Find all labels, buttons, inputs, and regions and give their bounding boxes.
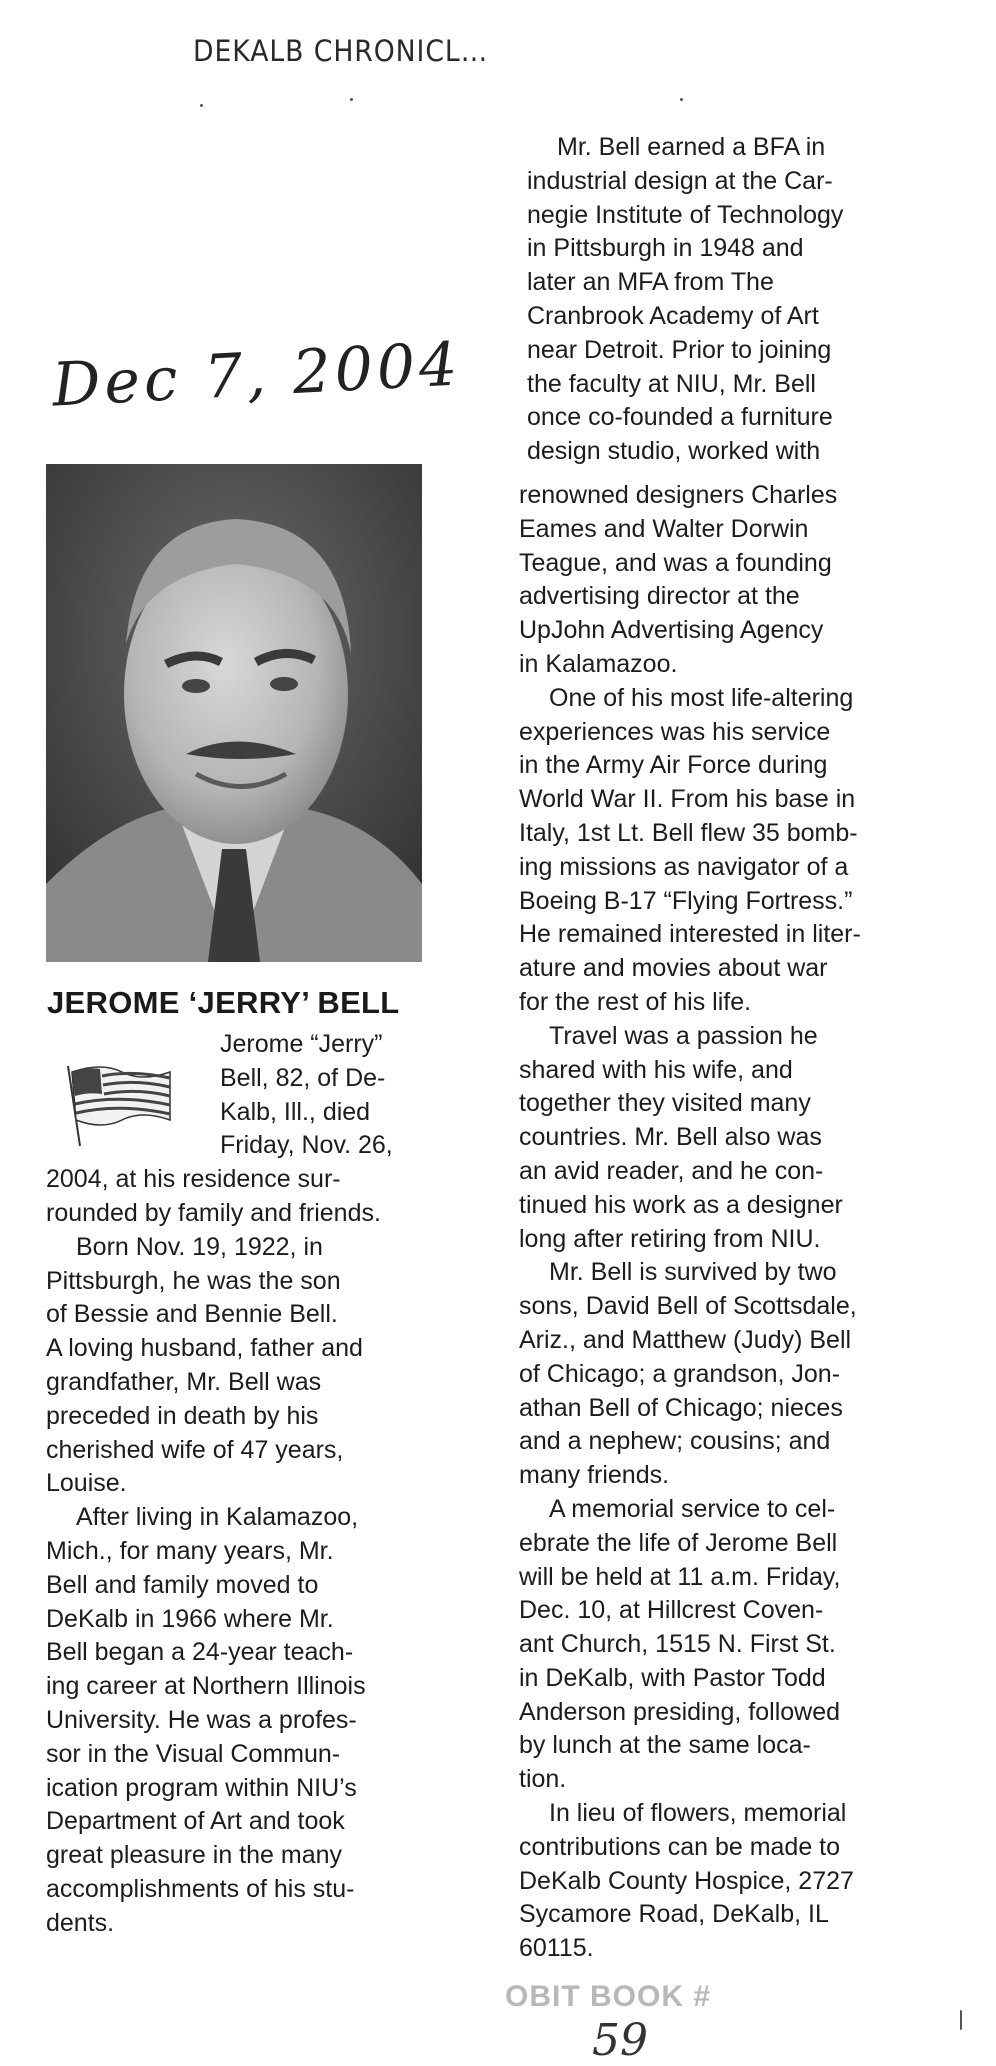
text-line: A memorial service to cel- bbox=[549, 1494, 836, 1523]
text-line: 2004, at his residence sur- bbox=[46, 1165, 341, 1194]
text-line: Italy, 1st Lt. Bell flew 35 bomb- bbox=[519, 818, 858, 847]
text-line: later an MFA from The bbox=[527, 268, 774, 297]
text-line: great pleasure in the many bbox=[46, 1841, 343, 1870]
text-line: advertising director at the bbox=[519, 582, 800, 611]
text-line: will be held at 11 a.m. Friday, bbox=[519, 1562, 841, 1591]
text-line: DeKalb in 1966 where Mr. bbox=[46, 1604, 334, 1633]
text-line: ature and movies about war bbox=[519, 954, 828, 983]
text-line: World War II. From his base in bbox=[519, 785, 856, 814]
text-line: DeKalb County Hospice, 2727 bbox=[519, 1866, 854, 1895]
text-line: Kalb, Ill., died bbox=[220, 1097, 371, 1126]
paragraph-education bbox=[527, 131, 897, 469]
left-column bbox=[46, 1028, 426, 1941]
text-line: Jerome “Jerry” bbox=[220, 1030, 383, 1058]
text-line: and a nephew; cousins; and bbox=[519, 1427, 831, 1456]
text-line: of Chicago; a grandson, Jon- bbox=[519, 1359, 841, 1388]
text-line: design studio, worked with bbox=[527, 437, 821, 466]
text-line: industrial design at the Car- bbox=[527, 166, 833, 195]
text-line: He remained interested in liter- bbox=[519, 920, 861, 949]
text-line: Louise. bbox=[46, 1469, 127, 1498]
paragraph-memorial bbox=[519, 1493, 899, 1797]
text-line: ing career at Northern Illinois bbox=[46, 1672, 366, 1701]
text-line: in DeKalb, with Pastor Todd bbox=[519, 1663, 826, 1692]
scan-speck bbox=[960, 2010, 962, 2030]
text-line: contributions can be made to bbox=[519, 1832, 841, 1861]
text-line: Born Nov. 19, 1922, in bbox=[76, 1232, 323, 1261]
paragraph-announcement bbox=[46, 1028, 426, 1231]
text-line: experiences was his service bbox=[519, 717, 831, 746]
text-line: Anderson presiding, followed bbox=[519, 1697, 841, 1726]
text-line: Teague, and was a founding bbox=[519, 548, 832, 577]
text-line: cherished wife of 47 years, bbox=[46, 1435, 344, 1464]
paragraph-early-life bbox=[46, 1231, 426, 1501]
text-line: many friends. bbox=[519, 1461, 670, 1490]
handwritten-date: Dec 7, 2004 bbox=[50, 329, 463, 421]
text-line: shared with his wife, and bbox=[519, 1055, 793, 1084]
text-line: Mr. Bell earned a BFA in bbox=[557, 133, 826, 161]
text-line: Department of Art and took bbox=[46, 1807, 345, 1836]
portrait-illustration bbox=[46, 464, 422, 962]
paragraph-education-cont bbox=[519, 479, 899, 682]
text-line: countries. Mr. Bell also was bbox=[519, 1123, 822, 1152]
scan-speck bbox=[350, 98, 353, 101]
text-line: Dec. 10, at Hillcrest Coven- bbox=[519, 1596, 824, 1625]
text-line: UpJohn Advertising Agency bbox=[519, 616, 824, 645]
text-line: One of his most life-altering bbox=[549, 683, 854, 712]
text-line: in Kalamazoo. bbox=[519, 649, 678, 678]
text-line: Friday, Nov. 26, bbox=[220, 1131, 393, 1160]
text-line: an avid reader, and he con- bbox=[519, 1156, 824, 1185]
right-column-top bbox=[527, 131, 897, 469]
text-line: dents. bbox=[46, 1908, 115, 1937]
scan-speck bbox=[680, 98, 683, 101]
text-line: in Pittsburgh in 1948 and bbox=[527, 234, 804, 263]
text-line: ication program within NIU’s bbox=[46, 1773, 357, 1802]
text-line: tion. bbox=[519, 1765, 567, 1794]
text-line: Bell and family moved to bbox=[46, 1570, 319, 1599]
text-line: sons, David Bell of Scottsdale, bbox=[519, 1292, 857, 1321]
text-line: Pittsburgh, he was the son bbox=[46, 1266, 341, 1295]
text-line: by lunch at the same loca- bbox=[519, 1731, 811, 1760]
text-line: After living in Kalamazoo, bbox=[76, 1503, 359, 1532]
text-line: Travel was a passion he bbox=[549, 1021, 818, 1050]
portrait-photo bbox=[46, 464, 422, 962]
handwritten-number: 59 bbox=[592, 2015, 648, 2066]
text-line: in the Army Air Force during bbox=[519, 751, 828, 780]
paragraph-travel bbox=[519, 1020, 899, 1257]
text-line: once co-founded a furniture bbox=[527, 403, 833, 432]
paragraph-donations bbox=[519, 1797, 899, 1966]
text-line: ant Church, 1515 N. First St. bbox=[519, 1630, 836, 1659]
text-line: University. He was a profes- bbox=[46, 1705, 357, 1734]
text-line: Bell, 82, of De- bbox=[220, 1063, 386, 1092]
text-line: ing missions as navigator of a bbox=[519, 852, 849, 881]
paragraph-survivors bbox=[519, 1256, 899, 1493]
text-line: negie Institute of Technology bbox=[527, 200, 844, 229]
text-line: sor in the Visual Commun- bbox=[46, 1739, 341, 1768]
text-line: rounded by family and friends. bbox=[46, 1198, 381, 1227]
text-line: grandfather, Mr. Bell was bbox=[46, 1367, 322, 1396]
text-line: Mich., for many years, Mr. bbox=[46, 1536, 334, 1565]
text-line: Sycamore Road, DeKalb, IL bbox=[519, 1900, 829, 1929]
text-line: accomplishments of his stu- bbox=[46, 1874, 355, 1903]
text-line: 60115. bbox=[519, 1934, 594, 1963]
right-column bbox=[519, 479, 899, 1966]
text-line: long after retiring from NIU. bbox=[519, 1224, 821, 1253]
obituary-headline: JEROME ‘JERRY’ BELL bbox=[47, 985, 400, 1020]
text-line: renowned designers Charles bbox=[519, 481, 838, 509]
text-line: ebrate the life of Jerome Bell bbox=[519, 1528, 838, 1557]
text-line: In lieu of flowers, memorial bbox=[549, 1799, 847, 1828]
text-line: together they visited many bbox=[519, 1089, 811, 1118]
text-line: of Bessie and Bennie Bell. bbox=[46, 1300, 338, 1329]
text-line: Mr. Bell is survived by two bbox=[549, 1258, 837, 1287]
text-line: preceded in death by his bbox=[46, 1401, 319, 1430]
text-line: tinued his work as a designer bbox=[519, 1190, 843, 1219]
text-line: for the rest of his life. bbox=[519, 987, 752, 1016]
scan-speck bbox=[200, 104, 203, 107]
paragraph-career bbox=[46, 1501, 426, 1940]
text-line: Bell began a 24-year teach- bbox=[46, 1638, 354, 1667]
text-line: athan Bell of Chicago; nieces bbox=[519, 1393, 843, 1422]
text-line: Eames and Walter Dorwin bbox=[519, 514, 809, 543]
masthead: DEKALB CHRONICL… bbox=[193, 34, 489, 68]
obit-book-stamp: OBIT BOOK # bbox=[505, 1980, 712, 2013]
text-line: Boeing B-17 “Flying Fortress.” bbox=[519, 886, 853, 915]
text-line: the faculty at NIU, Mr. Bell bbox=[527, 369, 816, 398]
text-line: A loving husband, father and bbox=[46, 1334, 363, 1363]
text-line: Cranbrook Academy of Art bbox=[527, 301, 819, 330]
text-line: Ariz., and Matthew (Judy) Bell bbox=[519, 1325, 852, 1354]
text-line: near Detroit. Prior to joining bbox=[527, 335, 832, 364]
paragraph-military bbox=[519, 682, 899, 1020]
